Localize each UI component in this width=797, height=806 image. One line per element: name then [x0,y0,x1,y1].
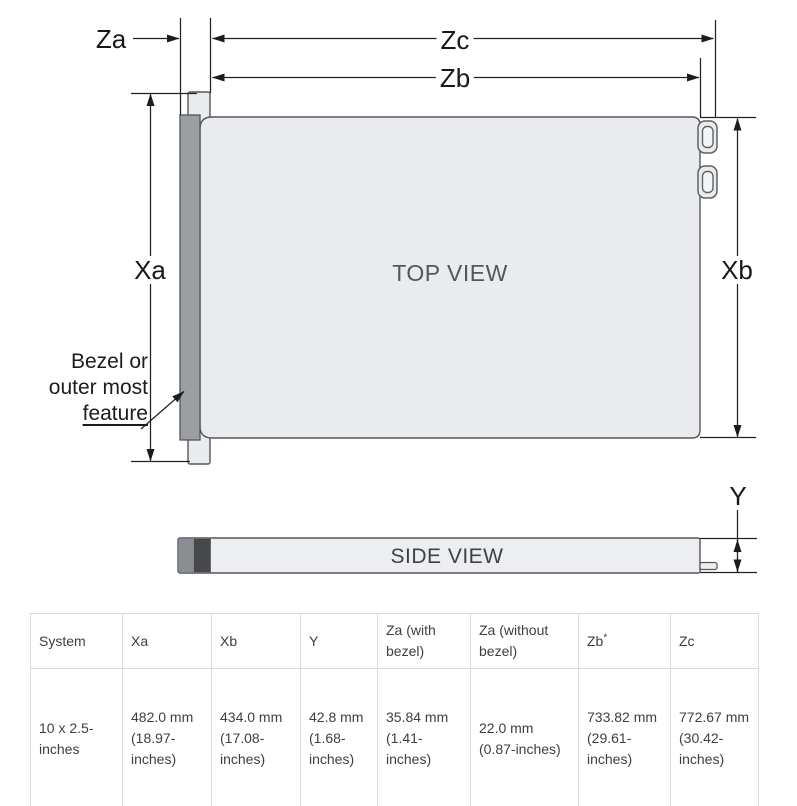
col-header-system: System [31,614,123,669]
table-row [31,669,759,806]
dim-label-xb: Xb [717,256,757,284]
bezel-bar [180,115,200,440]
col-header-za-with-bezel: Za (with bezel) [378,614,471,669]
col-header-xa: Xa [123,614,212,669]
cell-xa: 482.0 mm (18.97-inches) [123,669,212,806]
col-header-xb: Xb [212,614,301,669]
cell-zb: 733.82 mm (29.61-inches) [579,669,671,806]
cell-za-without-bezel: 22.0 mm (0.87-inches) [471,669,579,806]
col-header-y: Y [301,614,378,669]
dim-label-zb: Zb [436,64,474,92]
top-view-title: TOP VIEW [392,260,508,286]
dim-label-y: Y [725,482,750,510]
dim-label-za: Za [92,25,130,53]
side-view-title: SIDE VIEW [390,545,504,568]
col-header-zc: Zc [671,614,759,669]
bezel-callout-note [4,349,148,427]
cell-zc: 772.67 mm (30.42-inches) [671,669,759,806]
rear-latch-tab-2-hole [703,172,714,193]
bezel-note-line-3: feature [82,402,148,425]
dimensions-table [30,613,759,806]
col-header-za-without-bezel: Za (without bezel) [471,614,579,669]
bezel-note-line-2: outer most [48,376,148,399]
cell-system: 10 x 2.5-inches [31,669,123,806]
cell-y: 42.8 mm (1.68-inches) [301,669,378,806]
table-header-row [31,614,759,669]
cell-xb: 434.0 mm (17.08-inches) [212,669,301,806]
bezel-note-line-1: Bezel or [70,350,148,373]
dim-label-zc: Zc [437,26,474,54]
col-header-zb: Zb* [579,614,671,669]
rear-latch-tab-1-hole [703,127,714,148]
cell-za-with-bezel: 35.84 mm (1.41-inches) [378,669,471,806]
dim-label-xa: Xa [130,256,170,284]
